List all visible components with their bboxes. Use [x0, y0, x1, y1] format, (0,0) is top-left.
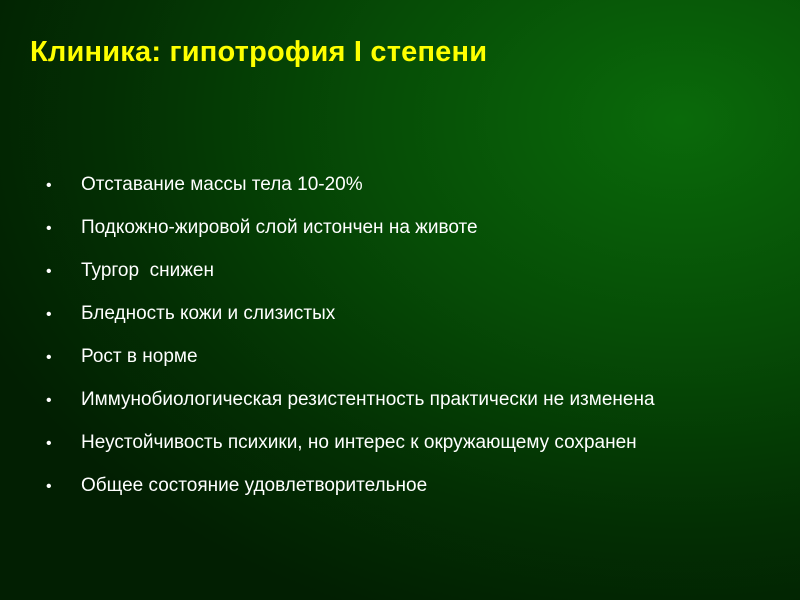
bullet-marker: • — [46, 435, 52, 452]
slide-title: Клиника: гипотрофия I степени — [30, 36, 488, 68]
bullet-item — [44, 346, 655, 389]
bullet-text: Тургор снижен — [81, 260, 214, 281]
bullet-item — [44, 432, 655, 475]
bullet-marker: • — [46, 478, 52, 495]
bullet-marker: • — [46, 392, 52, 409]
bullet-text: Неустойчивость психики, но интерес к окружающему сохранен — [81, 432, 637, 453]
bullet-marker: • — [46, 177, 52, 194]
bullet-list — [44, 174, 655, 518]
bullet-text: Отставание массы тела 10-20% — [81, 174, 363, 195]
bullet-marker: • — [46, 349, 52, 366]
bullet-marker: • — [46, 306, 52, 323]
bullet-item — [44, 260, 655, 303]
bullet-item — [44, 475, 655, 518]
bullet-item — [44, 174, 655, 217]
bullet-marker: • — [46, 263, 52, 280]
bullet-item — [44, 389, 655, 432]
bullet-marker: • — [46, 220, 52, 237]
bullet-text: Рост в норме — [81, 346, 198, 367]
bullet-item — [44, 303, 655, 346]
bullet-text: Подкожно-жировой слой истончен на животе — [81, 217, 478, 238]
bullet-text: Бледность кожи и слизистых — [81, 303, 336, 324]
bullet-text: Иммунобиологическая резистентность практически не изменена — [81, 389, 655, 410]
bullet-text: Общее состояние удовлетворительное — [81, 475, 428, 496]
bullet-item — [44, 217, 655, 260]
